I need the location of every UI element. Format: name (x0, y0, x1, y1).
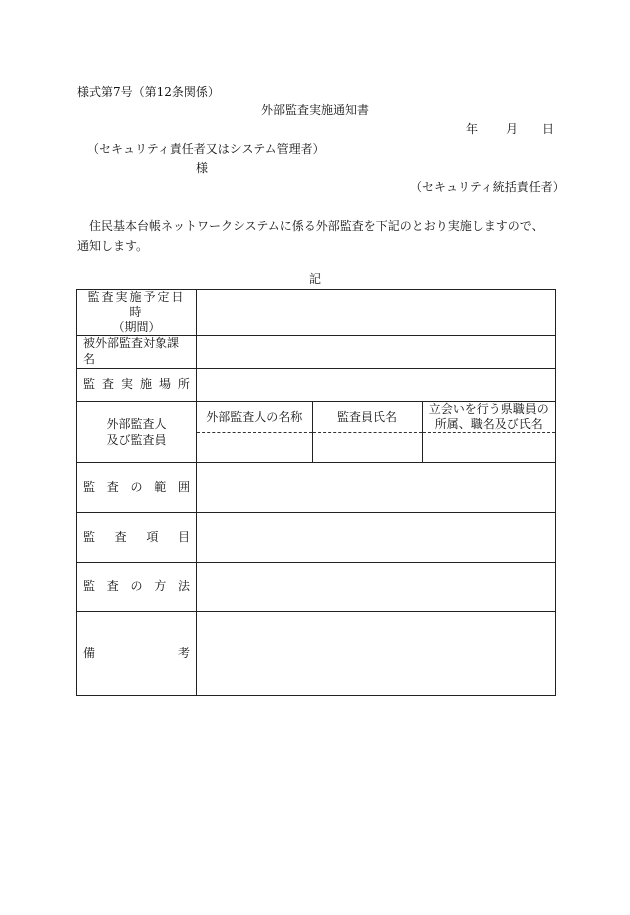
location-char: 査 (101, 377, 114, 392)
row-scope (77, 463, 556, 513)
remarks-value-cell[interactable] (197, 612, 556, 696)
remarks-label (77, 646, 196, 662)
form-number: 様式第7号（第12条関係） (77, 85, 220, 99)
items-label (77, 530, 196, 546)
target-division-label-cell (77, 336, 197, 369)
location-label (77, 377, 196, 393)
notice-body-text: 住民基本台帳ネットワークシステムに係る外部監査を下記のとおり実施しますので、通知します。 (77, 219, 544, 253)
attending-staff-value[interactable] (422, 433, 555, 463)
scheduled-date-sub-label: （期間） (112, 320, 161, 334)
location-char: 施 (139, 377, 152, 392)
row-location (77, 369, 556, 402)
sender-role: （セキュリティ統括責任者） (410, 180, 565, 194)
date-year-label: 年 (466, 122, 479, 136)
items-char: 監 (83, 529, 96, 544)
location-value-cell[interactable] (197, 369, 556, 402)
remarks-char: 備 (83, 645, 96, 660)
method-char: 方 (154, 579, 167, 594)
method-char: 法 (177, 579, 190, 594)
attending-staff-header (422, 402, 555, 433)
row-auditor (77, 402, 556, 463)
scope-label-cell (77, 463, 197, 513)
row-method (77, 563, 556, 612)
scheduled-date-value-cell[interactable] (197, 290, 556, 336)
target-division-label: 被外部監査対象課名 (83, 336, 180, 366)
location-char: 監 (83, 377, 96, 392)
method-char: 査 (106, 579, 119, 594)
target-division-value-cell[interactable] (197, 336, 556, 369)
auditor-label-line2: 及び監査員 (106, 433, 167, 447)
scheduled-date-label-cell (77, 290, 197, 336)
items-char: 項 (146, 529, 159, 544)
date-line (466, 122, 554, 138)
document-title: 外部監査実施通知書 (260, 103, 369, 117)
scope-char: の (130, 479, 143, 494)
items-char: 目 (177, 529, 190, 544)
scope-char: 範 (154, 479, 167, 494)
audit-details-table (76, 289, 556, 696)
auditor-subtable-cell (197, 402, 556, 463)
location-char: 場 (158, 377, 171, 392)
date-day-label: 日 (542, 122, 555, 136)
date-month-label: 月 (506, 122, 519, 136)
method-label (77, 579, 196, 595)
scheduled-date-label-text: 監査実施予定日時 (87, 290, 186, 319)
auditor-member-value[interactable] (312, 433, 422, 463)
auditor-label-cell (77, 402, 197, 463)
location-char: 実 (120, 377, 133, 392)
location-label-cell (77, 369, 197, 402)
auditor-subtable (197, 402, 555, 462)
method-value-cell[interactable] (197, 563, 556, 612)
scheduled-date-label (77, 290, 196, 320)
record-heading: 記 (308, 272, 321, 286)
remarks-char: 考 (177, 645, 190, 660)
recipient-honorific: 様 (196, 161, 209, 175)
items-char: 査 (114, 529, 127, 544)
method-label-cell (77, 563, 197, 612)
auditor-name-value[interactable] (197, 433, 312, 463)
auditor-subtable-input-row (197, 433, 555, 463)
scope-label (77, 480, 196, 496)
attending-staff-header-line2: 所属、職名及び氏名 (434, 417, 543, 431)
scope-char: 監 (83, 479, 96, 494)
attending-staff-header-line1: 立会いを行う県職員の (428, 402, 549, 416)
items-value-cell[interactable] (197, 513, 556, 563)
scope-char: 査 (106, 479, 119, 494)
row-target-division (77, 336, 556, 369)
auditor-label-line1: 外部監査人 (106, 417, 167, 431)
auditor-member-header: 監査員氏名 (312, 402, 422, 433)
recipient-role: （セキュリティ責任者又はシステム管理者） (87, 142, 325, 156)
row-scheduled-date (77, 290, 556, 336)
scope-char: 囲 (177, 479, 190, 494)
auditor-name-header: 外部監査人の名称 (197, 402, 312, 433)
method-char: 監 (83, 579, 96, 594)
location-char: 所 (177, 377, 190, 392)
auditor-subtable-header (197, 402, 555, 433)
row-remarks (77, 612, 556, 696)
remarks-label-cell (77, 612, 197, 696)
items-label-cell (77, 513, 197, 563)
scope-value-cell[interactable] (197, 463, 556, 513)
method-char: の (130, 579, 143, 594)
row-items (77, 513, 556, 563)
